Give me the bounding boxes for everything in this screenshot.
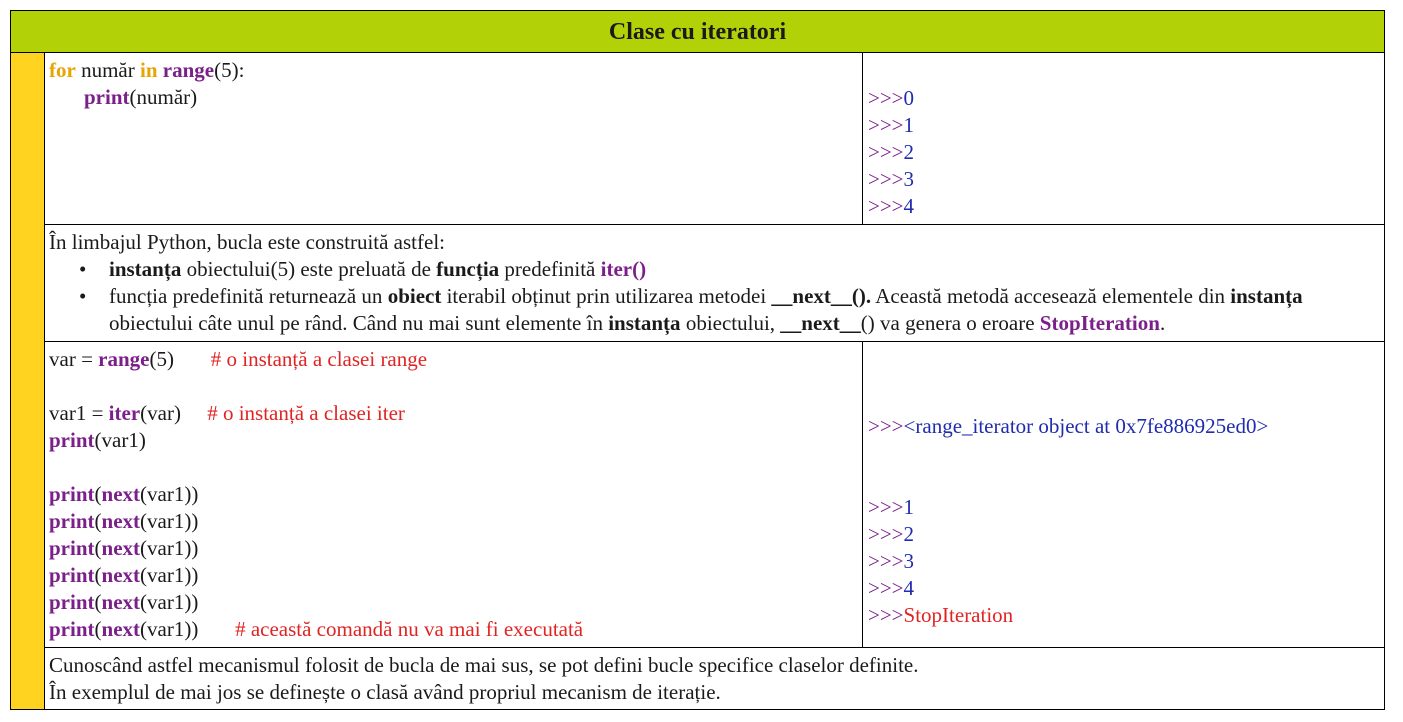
code-line <box>49 57 862 84</box>
side-stripe <box>11 53 45 709</box>
bold-text: instanța <box>109 257 182 281</box>
builtin-next: next <box>101 590 141 614</box>
code-text: (var1)) <box>140 509 199 533</box>
prompt: >>> <box>868 86 904 110</box>
prompt: >>> <box>868 603 904 627</box>
code-text: (var1) <box>94 428 146 452</box>
code-text: (var1)) <box>140 536 199 560</box>
builtin-range: range <box>98 347 150 371</box>
code-text: număr <box>75 58 140 82</box>
output-value: 2 <box>903 522 915 546</box>
builtin-iter: iter <box>108 401 141 425</box>
output-line <box>868 112 1384 139</box>
method-name: __next__(). <box>771 284 872 308</box>
text: predefinită <box>499 257 601 281</box>
code-line <box>49 427 862 454</box>
builtin-next: next <box>101 509 141 533</box>
code-text: ( <box>94 563 102 587</box>
row-conclusion <box>45 648 1384 709</box>
code-text: (var1)) <box>140 563 199 587</box>
conclusion-line: Cunoscând astfel mecanismul folosit de bucla de mai sus, se pot defini bucle specifice claselor definite. <box>49 653 919 677</box>
text: Această metodă accesează elementele din <box>871 284 1231 308</box>
output-value: 4 <box>903 194 915 218</box>
output-line <box>868 413 1268 440</box>
output-block <box>868 494 1013 629</box>
code-text: var1 = <box>49 401 109 425</box>
text: () va genera o eroare <box>860 311 1040 335</box>
prompt: >>> <box>868 549 904 573</box>
output-line <box>868 575 1013 602</box>
builtin-next: next <box>101 563 141 587</box>
code-text <box>198 617 235 641</box>
output-value: 4 <box>903 576 915 600</box>
row-iterator-example <box>45 342 1384 648</box>
text: . <box>1159 311 1166 335</box>
text: obiectului câte unul pe rând. Când nu mai sunt elemente în <box>109 311 609 335</box>
code-text: (var) <box>140 401 208 425</box>
bold-text: instanța <box>608 311 681 335</box>
code-line <box>49 508 862 535</box>
code-cell <box>45 342 863 647</box>
bold-text: obiect <box>387 284 442 308</box>
builtin-print: print <box>49 428 95 452</box>
output-cell <box>863 53 1384 224</box>
conclusion-cell <box>45 648 1384 709</box>
code-text: ( <box>94 590 102 614</box>
exception-name: StopIteration <box>1039 311 1160 335</box>
output-value: 1 <box>903 495 915 519</box>
text: funcția predefinită returnează un <box>109 284 388 308</box>
code-line <box>49 400 862 427</box>
builtin-print: print <box>49 617 95 641</box>
code-line <box>49 535 862 562</box>
text: obiectului(5) este preluată de <box>181 257 437 281</box>
keyword-for: for <box>49 58 76 82</box>
builtin-print: print <box>49 509 95 533</box>
builtin-print: print <box>49 590 95 614</box>
output-line <box>868 85 1384 112</box>
output-value: 1 <box>903 113 915 137</box>
conclusion-line: În exemplul de mai jos se definește o clasă având propriul mecanism de iterație. <box>49 680 721 704</box>
code-text: ( <box>94 482 102 506</box>
prompt: >>> <box>868 522 904 546</box>
bold-text: instanța <box>1230 284 1303 308</box>
explanation-intro: În limbajul Python, bucla este construită astfel: <box>49 230 445 254</box>
output-value: 2 <box>903 140 915 164</box>
bold-text: funcția <box>436 257 500 281</box>
code-line <box>49 616 862 643</box>
bullet-item <box>109 256 1380 283</box>
output-cell <box>863 342 1384 647</box>
code-text: (5): <box>214 58 245 82</box>
output-line <box>868 521 1013 548</box>
code-text: var = <box>49 347 99 371</box>
prompt: >>> <box>868 576 904 600</box>
code-comment: # o instanță a clasei range <box>210 347 428 371</box>
prompt: >>> <box>868 194 904 218</box>
output-value: <range_iterator object at 0x7fe886925ed0> <box>903 414 1269 438</box>
code-comment: # o instanță a clasei iter <box>207 401 405 425</box>
output-line <box>868 494 1013 521</box>
builtin-next: next <box>101 617 141 641</box>
prompt: >>> <box>868 113 904 137</box>
row-explanation <box>45 225 1384 342</box>
bullet-item <box>109 283 1380 337</box>
explanation-cell <box>45 225 1384 341</box>
row-for-loop <box>45 53 1384 225</box>
code-text: ( <box>94 536 102 560</box>
code-text: (număr) <box>129 85 198 109</box>
table-title: Clase cu iteratori <box>11 11 1384 53</box>
builtin-next: next <box>101 536 141 560</box>
output-line <box>868 548 1013 575</box>
builtin-print: print <box>49 482 95 506</box>
output-value: 3 <box>903 167 915 191</box>
text: obiectului, <box>680 311 781 335</box>
code-text: ( <box>94 617 102 641</box>
document-table <box>10 10 1385 710</box>
prompt: >>> <box>868 140 904 164</box>
output-line <box>868 193 1384 220</box>
output-line <box>868 602 1013 629</box>
prompt: >>> <box>868 414 904 438</box>
code-cell <box>45 53 863 224</box>
code-text: (5) <box>149 347 211 371</box>
code-line <box>49 589 862 616</box>
keyword-in: in <box>139 58 158 82</box>
bullet-list <box>49 256 1380 337</box>
builtin-range: range <box>162 58 215 82</box>
code-line-blank <box>49 373 862 400</box>
output-value: 0 <box>903 86 915 110</box>
builtin-print: print <box>49 563 95 587</box>
code-text: (var1)) <box>140 482 199 506</box>
prompt: >>> <box>868 167 904 191</box>
function-name: iter() <box>600 257 647 281</box>
output-value: 3 <box>903 549 915 573</box>
code-line <box>49 481 862 508</box>
prompt: >>> <box>868 495 904 519</box>
code-line <box>49 346 862 373</box>
builtin-next: next <box>101 482 141 506</box>
text: iterabil obținut prin utilizarea metodei <box>441 284 772 308</box>
code-text: (var1)) <box>140 617 199 641</box>
builtin-print: print <box>49 536 95 560</box>
code-line <box>49 562 862 589</box>
code-text: ( <box>94 509 102 533</box>
error-value: StopIteration <box>903 603 1014 627</box>
code-text: (var1)) <box>140 590 199 614</box>
method-name: __next__ <box>780 311 861 335</box>
builtin-print: print <box>84 85 130 109</box>
code-line-blank <box>49 454 862 481</box>
output-line <box>868 139 1384 166</box>
code-comment: # această comandă nu va mai fi executată <box>235 617 584 641</box>
code-line <box>49 84 862 111</box>
output-line <box>868 166 1384 193</box>
